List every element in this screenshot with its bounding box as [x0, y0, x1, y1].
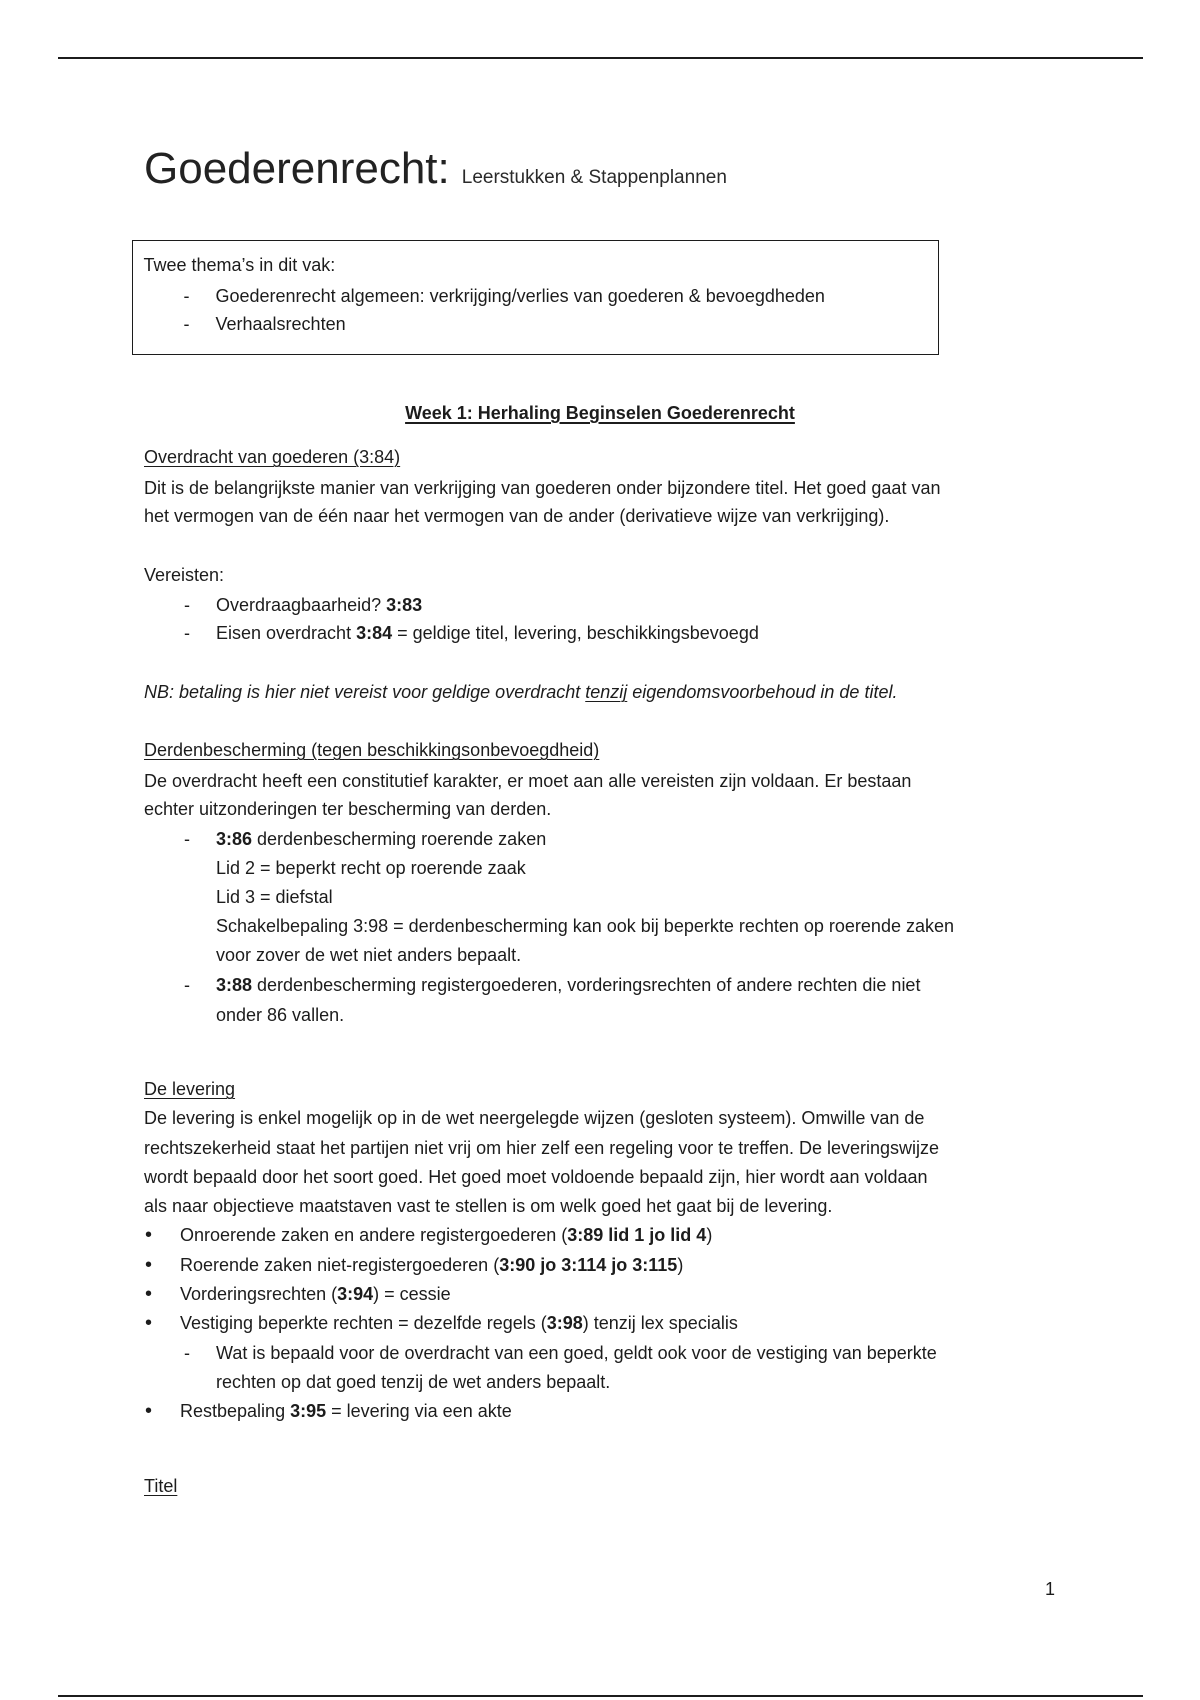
themes-intro: Twee thema’s in dit vak:	[143, 254, 336, 275]
article-ref: 3:89 lid 1 jo lid 4	[567, 1225, 707, 1245]
paragraph-line: De levering is enkel mogelijk op in de wet neergelegde wijzen (gesloten systeem). Omwille van de	[144, 1108, 925, 1128]
theme-item-text: Goederenrecht algemeen: verkrijging/verlies van goederen & bevoegdheden	[215, 285, 825, 306]
list-item-continuation: onder 86 vallen.	[216, 1005, 345, 1025]
sub-list-item-text: Wat is bepaald voor de overdracht van een goed, geldt ook voor de vestiging van beperkte	[216, 1343, 937, 1363]
bullet-text: Onroerende zaken en andere registergoederen (	[180, 1225, 568, 1245]
dash-marker: -	[183, 313, 190, 334]
bullet-marker: •	[145, 1283, 153, 1305]
bullet-item	[145, 1280, 451, 1309]
title-subtitle: Leerstukken & Stappenplannen	[461, 167, 727, 188]
page-number: 1	[1045, 1579, 1056, 1599]
dash-marker: -	[184, 1343, 190, 1363]
theme-item-text: Verhaalsrechten	[215, 313, 346, 334]
bullet-marker: •	[145, 1254, 153, 1276]
week-heading-text: Week 1: Herhaling Beginselen Goederenrecht	[405, 403, 795, 423]
requirements-label: Vereisten:	[144, 565, 225, 585]
paragraph-line: rechtszekerheid staat het partijen niet vrij om hier zelf een regeling voor te treffen. De leveringswijze	[144, 1138, 940, 1158]
section-heading-text: De levering	[144, 1079, 236, 1099]
section-heading-text: Derdenbescherming (tegen beschikkingsonbevoegdheid)	[144, 740, 600, 760]
article-ref: 3:86	[216, 829, 253, 849]
document-title	[144, 144, 727, 194]
list-item-text: derdenbescherming registergoederen, vorderingsrechten of andere rechten die niet	[252, 975, 921, 995]
themes-box	[132, 240, 939, 355]
section-heading	[144, 1075, 235, 1104]
bullet-item	[145, 1251, 683, 1280]
bullet-item	[145, 1309, 738, 1338]
requirement-item	[184, 591, 422, 620]
bullet-marker: •	[145, 1224, 153, 1246]
note-text: NB: betaling is hier niet vereist voor geldige overdracht	[144, 682, 586, 702]
bullet-text: Roerende zaken niet-registergoederen (	[180, 1255, 500, 1275]
bullet-rest: ) tenzij lex specialis	[582, 1313, 738, 1333]
note-emphasis: tenzij	[585, 682, 628, 702]
bullet-rest: = levering via een akte	[326, 1401, 512, 1421]
article-ref: 3:94	[337, 1284, 374, 1304]
bullet-rest: )	[677, 1255, 684, 1275]
list-item-continuation: Schakelbepaling 3:98 = derdenbescherming kan ook bij beperkte rechten op roerende zaken	[216, 916, 954, 936]
article-ref: 3:84	[356, 623, 393, 643]
paragraph-line: wordt bepaald door het soort goed. Het goed moet voldoende bepaald zijn, hier wordt aan voldaan	[144, 1167, 928, 1187]
dash-marker: -	[184, 623, 190, 643]
section-heading	[144, 736, 599, 765]
section-heading	[144, 1472, 177, 1501]
theme-item	[184, 310, 346, 339]
article-ref: 3:98	[546, 1313, 583, 1333]
footer-rule	[58, 1695, 1143, 1697]
paragraph-line: echter uitzonderingen ter bescherming van derden.	[144, 799, 552, 819]
requirement-rest: = geldige titel, levering, beschikkingsbevoegd	[392, 623, 759, 643]
section-heading-text: Overdracht van goederen (3:84)	[144, 447, 401, 467]
note-nb	[144, 678, 897, 707]
section-heading	[144, 443, 400, 472]
bullet-rest: ) = cessie	[373, 1284, 451, 1304]
list-item-continuation: rechten op dat goed tenzij de wet anders bepaalt.	[216, 1372, 611, 1392]
dash-marker: -	[184, 595, 190, 615]
paragraph-line: het vermogen van de één naar het vermogen van de ander (derivatieve wijze van verkrijging).	[144, 506, 890, 526]
dash-marker: -	[183, 285, 190, 306]
paragraph-line: als naar objectieve maatstaven vast te stellen is om welk goed het gaat bij de levering.	[144, 1196, 833, 1216]
note-text: eigendomsvoorbehoud in de titel.	[627, 682, 898, 702]
bullet-item	[145, 1221, 712, 1250]
week-heading	[0, 399, 1200, 428]
bullet-marker: •	[145, 1312, 153, 1334]
list-item-text: derdenbescherming roerende zaken	[252, 829, 547, 849]
bullet-text: Vestiging beperkte rechten = dezelfde regels (	[180, 1313, 547, 1333]
bullet-rest: )	[706, 1225, 713, 1245]
bullet-text: Restbepaling	[180, 1401, 291, 1421]
article-ref: 3:83	[386, 595, 423, 615]
list-item	[184, 825, 546, 854]
article-ref: 3:95	[290, 1401, 327, 1421]
list-item	[184, 971, 920, 1000]
bullet-marker: •	[145, 1400, 153, 1422]
list-item-continuation: voor zover de wet niet anders bepaalt.	[216, 945, 522, 965]
bullet-item	[145, 1397, 512, 1426]
paragraph-line: De overdracht heeft een constitutief karakter, er moet aan alle vereisten zijn voldaan. Er bestaan	[144, 771, 912, 791]
list-item-continuation: Lid 2 = beperkt recht op roerende zaak	[216, 858, 526, 878]
requirement-text: Eisen overdracht	[216, 623, 357, 643]
title-main: Goederenrecht:	[144, 144, 450, 193]
dash-marker: -	[184, 829, 190, 849]
article-ref: 3:88	[216, 975, 253, 995]
requirement-item	[184, 619, 759, 648]
section-heading-text: Titel	[144, 1476, 178, 1496]
paragraph-line: Dit is de belangrijkste manier van verkrijging van goederen onder bijzondere titel. Het goed gaat van	[144, 478, 941, 498]
theme-item	[184, 282, 825, 311]
header-rule	[58, 57, 1143, 59]
bullet-text: Vorderingsrechten (	[180, 1284, 338, 1304]
requirement-text: Overdraagbaarheid?	[216, 595, 387, 615]
sub-list-item	[184, 1339, 937, 1368]
dash-marker: -	[184, 975, 190, 995]
article-ref: 3:90 jo 3:114 jo 3:115	[499, 1255, 678, 1275]
list-item-continuation: Lid 3 = diefstal	[216, 887, 333, 907]
